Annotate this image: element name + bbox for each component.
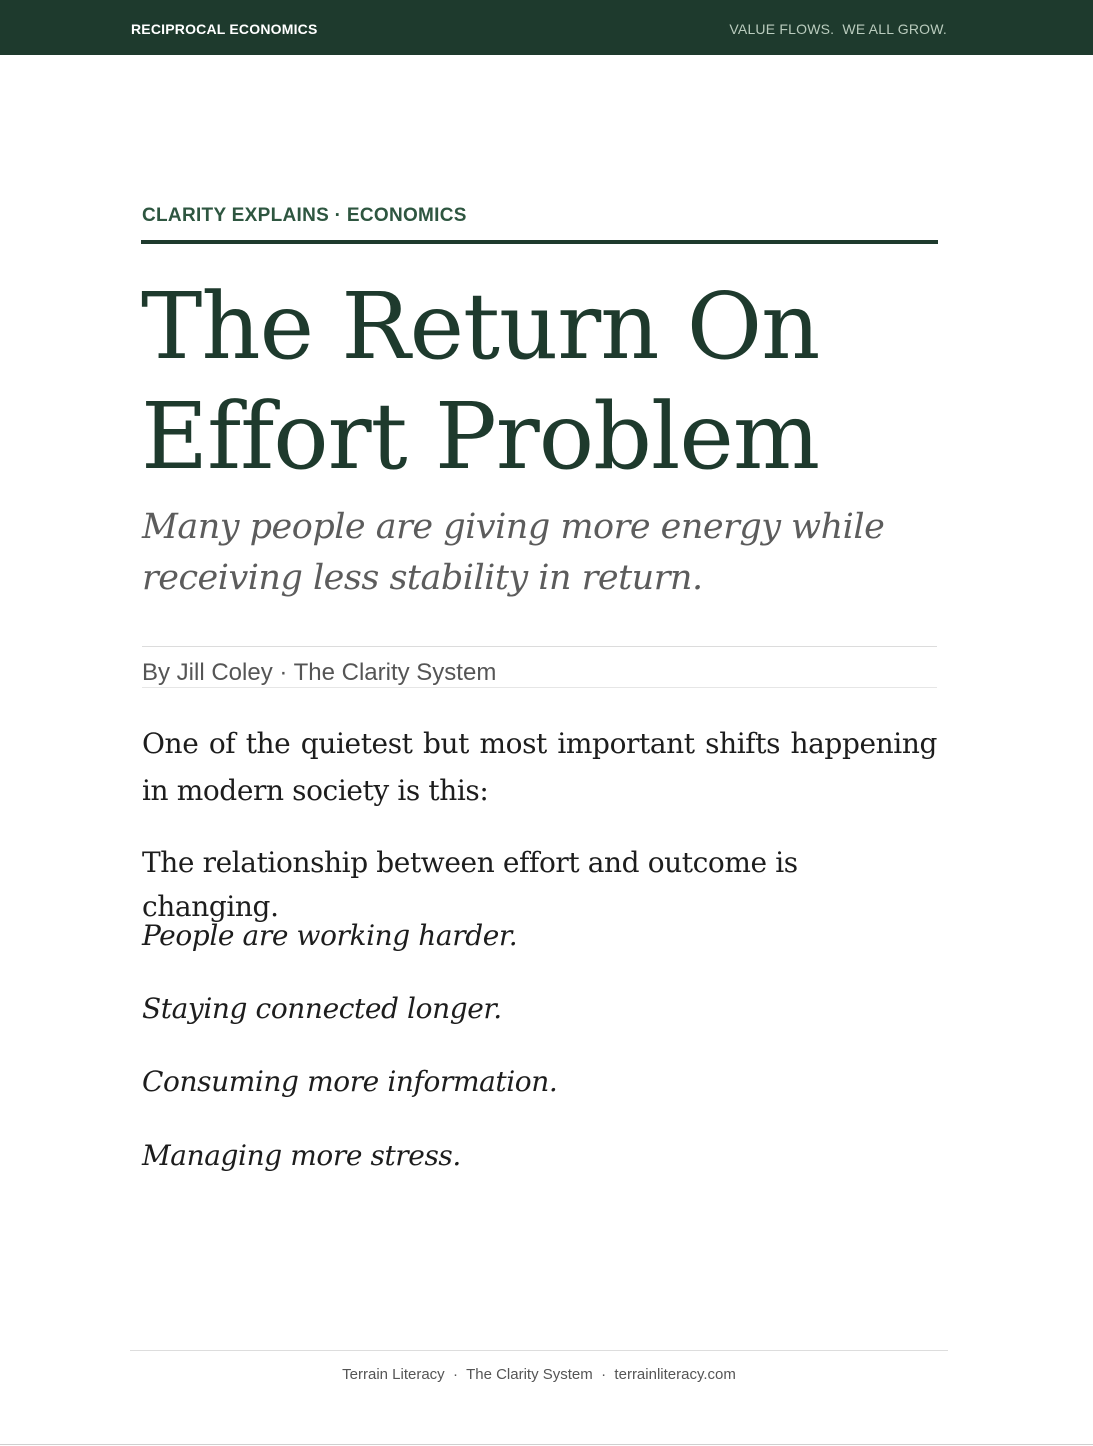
site-tagline: VALUE FLOWS. WE ALL GROW. — [729, 21, 947, 37]
top-banner — [0, 0, 1093, 55]
body-paragraph-italic: People are working harder. — [142, 919, 518, 952]
page-footer: Terrain Literacy · The Clarity System · terrainliteracy.com — [342, 1366, 736, 1383]
byline-divider-bottom — [142, 687, 937, 688]
page-bottom-edge — [0, 1444, 1093, 1445]
article-byline: By Jill Coley · The Clarity System — [142, 659, 497, 686]
byline-divider-top — [142, 646, 937, 647]
body-paragraph-italic: Consuming more information. — [142, 1065, 558, 1098]
body-paragraph: The relationship between effort and outcome is changing. — [142, 846, 798, 923]
kicker-divider — [141, 240, 938, 244]
article-title: The Return On Effort Problem — [141, 273, 820, 490]
footer-divider — [130, 1350, 948, 1351]
article-subtitle: Many people are giving more energy while receiving less stability in return. — [142, 507, 885, 598]
body-paragraph: One of the quietest but most important shifts happening in modern society is this: — [142, 727, 937, 807]
article-kicker: CLARITY EXPLAINS · ECONOMICS — [142, 205, 467, 226]
site-brand[interactable]: RECIPROCAL ECONOMICS — [131, 21, 318, 37]
body-paragraph-italic: Managing more stress. — [142, 1139, 461, 1172]
body-paragraph-italic: Staying connected longer. — [142, 992, 502, 1025]
